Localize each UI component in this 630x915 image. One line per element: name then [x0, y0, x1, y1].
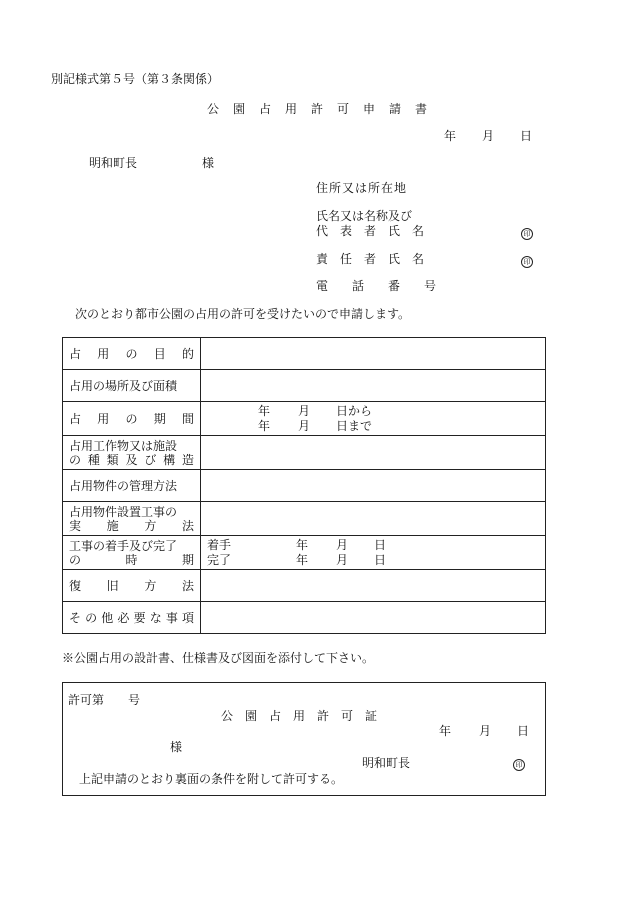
permit-body: 上記申請のとおり裏面の条件を附して許可する。: [79, 772, 344, 786]
place-field[interactable]: [201, 370, 546, 402]
addressee-honorific: 様: [202, 156, 215, 170]
restoration-label: 復 旧 方 法: [63, 570, 201, 602]
address-label: 住所又は所在地: [316, 181, 408, 195]
method-label: 占用物件設置工事の 実 施 方 法: [63, 502, 201, 536]
purpose-label: 占 用 の 目 的: [63, 338, 201, 370]
permit-issuer: 明和町長: [362, 756, 411, 770]
method-field[interactable]: [201, 502, 546, 536]
row-restoration: [63, 570, 546, 602]
name-label-line2: 代 表 者 氏 名: [316, 224, 425, 238]
row-method: [63, 502, 546, 536]
attachment-note: ※公園占用の設計書、仕様書及び図面を添付して下さい。: [62, 651, 375, 665]
form-number: 別記様式第５号（第３条関係）: [51, 72, 220, 86]
management-label: 占用物件の管理方法: [63, 470, 201, 502]
row-place: [63, 370, 546, 402]
period-field[interactable]: 年 月 日から 年 月 日まで: [201, 402, 546, 436]
other-field[interactable]: [201, 602, 546, 634]
management-field[interactable]: [201, 470, 546, 502]
structure-label: 占用工作物又は施設 の 種 類 及 び 構 造: [63, 436, 201, 470]
addressee: 明和町長: [89, 156, 138, 170]
permit-number-label: 許可第 号: [68, 693, 141, 707]
row-structure: [63, 436, 546, 470]
phone-label: 電 話 番 号: [316, 279, 437, 293]
row-other: [63, 602, 546, 634]
seal-mark-2: 印: [521, 254, 533, 268]
row-timing: [63, 536, 546, 570]
place-label: 占用の場所及び面積: [63, 370, 201, 402]
intro-sentence: 次のとおり都市公園の占用の許可を受けたいので申請します。: [75, 307, 411, 321]
name-label-line1: 氏名又は名称及び: [316, 209, 413, 223]
purpose-field[interactable]: [201, 338, 546, 370]
row-management: [63, 470, 546, 502]
permit-title: 公 園 占 用 許 可 証: [221, 709, 378, 723]
seal-mark-1: 印: [521, 226, 533, 240]
restoration-field[interactable]: [201, 570, 546, 602]
period-label: 占 用 の 期 間: [63, 402, 201, 436]
form-title: 公 園 占 用 許 可 申 請 書: [207, 102, 429, 116]
structure-field[interactable]: [201, 436, 546, 470]
permit-seal-mark: 印: [513, 757, 525, 771]
permit-honorific: 様: [170, 740, 183, 754]
application-table: [62, 337, 546, 634]
permit-box: 許可第 号 公 園 占 用 許 可 証 年 月 日 様 明和町長 印 上記申請のとおり裏面の条件を附して許可する。: [62, 682, 546, 796]
responsible-person-label: 責 任 者 氏 名: [316, 252, 425, 266]
timing-field[interactable]: 着手 年 月 日 完了 年 月 日: [201, 536, 546, 570]
timing-label: 工事の着手及び完了 の 時 期: [63, 536, 201, 570]
row-period: [63, 402, 546, 436]
row-purpose: [63, 338, 546, 370]
other-label: そ の 他 必 要 な 事 項: [63, 602, 201, 634]
